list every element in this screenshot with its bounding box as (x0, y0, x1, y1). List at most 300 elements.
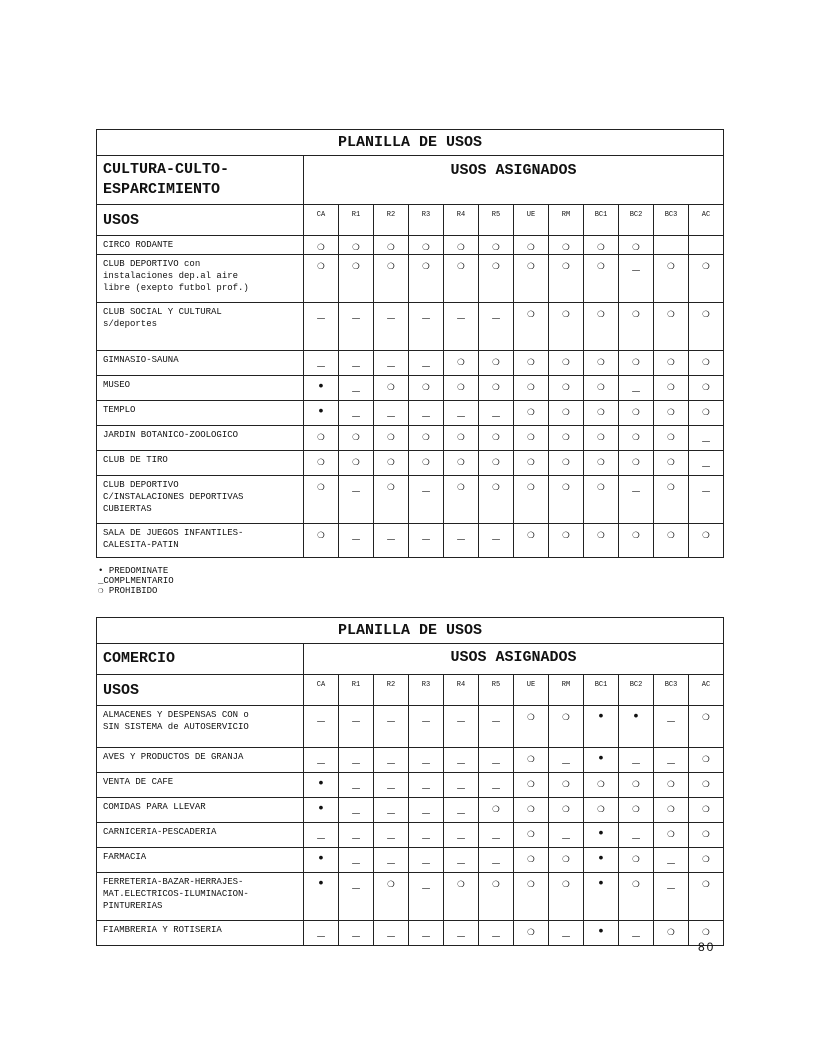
use-status-cell: • (584, 921, 619, 946)
zone-column-header: R4 (444, 675, 479, 706)
zone-column-header: RM (549, 675, 584, 706)
use-status-cell: ❍ (584, 426, 619, 451)
use-status-cell: _ (444, 798, 479, 823)
use-status-cell: • (304, 376, 339, 401)
use-status-cell: ❍ (479, 426, 514, 451)
use-name (97, 426, 304, 451)
table-row (97, 921, 724, 946)
use-status-cell: ❍ (479, 798, 514, 823)
use-name (97, 236, 304, 255)
use-status-cell: _ (409, 823, 444, 848)
use-name (97, 873, 304, 921)
zone-column-header: R1 (339, 205, 374, 236)
legend-item-complementario: _COMPLMENTARIO (98, 576, 174, 586)
zone-column-header: R4 (444, 205, 479, 236)
use-status-cell: ❍ (549, 351, 584, 376)
legend-item-prohibido: ❍ PROHIBIDO (98, 586, 158, 596)
use-status-cell: • (584, 823, 619, 848)
zone-column-header: BC1 (584, 675, 619, 706)
table-row (97, 524, 724, 558)
legend-item-predominante: • PREDOMINATE (98, 566, 169, 576)
use-status-cell: _ (654, 848, 689, 873)
usos-label: USOS (97, 205, 304, 236)
use-status-cell: ❍ (479, 351, 514, 376)
use-status-cell: ❍ (654, 303, 689, 351)
use-status-cell: _ (374, 303, 409, 351)
use-status-cell: _ (444, 524, 479, 558)
table-row (97, 773, 724, 798)
use-status-cell: ❍ (549, 873, 584, 921)
use-status-cell: _ (339, 848, 374, 873)
use-status-cell: _ (409, 748, 444, 773)
use-status-cell: _ (689, 476, 724, 524)
use-status-cell: ❍ (619, 303, 654, 351)
use-status-cell: ❍ (619, 401, 654, 426)
use-status-cell: ❍ (654, 773, 689, 798)
use-status-cell: _ (444, 401, 479, 426)
use-status-cell: _ (549, 748, 584, 773)
use-status-cell: _ (409, 848, 444, 873)
use-status-cell: _ (444, 706, 479, 748)
use-status-cell: _ (409, 524, 444, 558)
table-row (97, 401, 724, 426)
use-status-cell: ❍ (374, 476, 409, 524)
use-name-line: TEMPLO (103, 405, 136, 415)
use-status-cell: ❍ (549, 773, 584, 798)
use-status-cell: ❍ (654, 376, 689, 401)
use-status-cell: ❍ (689, 376, 724, 401)
use-status-cell: ❍ (304, 426, 339, 451)
zone-column-header: AC (689, 205, 724, 236)
use-status-cell: _ (409, 351, 444, 376)
use-status-cell: ❍ (584, 303, 619, 351)
use-name (97, 401, 304, 426)
use-status-cell: ❍ (619, 426, 654, 451)
use-status-cell: _ (479, 303, 514, 351)
section-name (97, 644, 304, 675)
use-status-cell: ❍ (339, 451, 374, 476)
use-status-cell: • (304, 773, 339, 798)
use-status-cell: _ (619, 921, 654, 946)
use-status-cell: _ (549, 921, 584, 946)
use-status-cell: ❍ (689, 798, 724, 823)
table-row (97, 426, 724, 451)
use-name (97, 773, 304, 798)
use-status-cell: ❍ (514, 798, 549, 823)
use-status-cell: ❍ (689, 255, 724, 303)
use-status-cell: _ (444, 748, 479, 773)
use-status-cell: _ (374, 848, 409, 873)
use-status-cell: ❍ (584, 524, 619, 558)
use-status-cell: ❍ (514, 426, 549, 451)
use-name (97, 748, 304, 773)
use-status-cell: ❍ (584, 401, 619, 426)
table-title: PLANILLA DE USOS (97, 130, 724, 156)
use-status-cell: ❍ (514, 706, 549, 748)
use-status-cell: ❍ (304, 236, 339, 255)
use-status-cell: ❍ (514, 236, 549, 255)
use-status-cell: ❍ (304, 255, 339, 303)
use-status-cell: • (304, 848, 339, 873)
use-status-cell: ❍ (409, 376, 444, 401)
use-status-cell: _ (444, 303, 479, 351)
use-status-cell: _ (374, 773, 409, 798)
use-status-cell: ❍ (444, 426, 479, 451)
use-status-cell: ❍ (549, 426, 584, 451)
use-status-cell: ❍ (584, 255, 619, 303)
use-status-cell: ❍ (689, 873, 724, 921)
table-row (97, 873, 724, 921)
use-status-cell: _ (689, 451, 724, 476)
use-status-cell: ❍ (514, 376, 549, 401)
use-name (97, 921, 304, 946)
use-status-cell: ❍ (584, 451, 619, 476)
use-name-line: CUBIERTAS (103, 504, 152, 514)
use-status-cell: _ (339, 748, 374, 773)
use-name-line: JARDIN BOTANICO-ZOOLOGICO (103, 430, 239, 440)
use-status-cell: • (304, 798, 339, 823)
use-status-cell: ❍ (549, 524, 584, 558)
use-name-line: COMIDAS PARA LLEVAR (103, 802, 206, 812)
use-status-cell: ❍ (444, 376, 479, 401)
use-status-cell: _ (339, 476, 374, 524)
use-status-cell: ❍ (689, 773, 724, 798)
use-status-cell: _ (339, 376, 374, 401)
use-status-cell: ❍ (619, 773, 654, 798)
use-status-cell: ❍ (479, 376, 514, 401)
use-status-cell: ❍ (514, 401, 549, 426)
use-status-cell: ❍ (584, 773, 619, 798)
planilla-cultura (96, 129, 724, 558)
use-name-line: CALESITA-PATIN (103, 540, 179, 550)
use-status-cell: _ (374, 351, 409, 376)
use-status-cell: ❍ (654, 426, 689, 451)
zone-column-header: R2 (374, 675, 409, 706)
use-status-cell: ❍ (514, 773, 549, 798)
zone-column-header: R1 (339, 675, 374, 706)
use-status-cell (654, 236, 689, 255)
use-status-cell: _ (374, 524, 409, 558)
use-status-cell: • (304, 401, 339, 426)
use-status-cell: _ (339, 303, 374, 351)
use-status-cell: ❍ (304, 451, 339, 476)
use-name (97, 255, 304, 303)
use-name-line: instalaciones dep.al aire (103, 271, 239, 281)
use-status-cell: _ (479, 524, 514, 558)
use-status-cell: _ (339, 873, 374, 921)
use-status-cell: ❍ (444, 476, 479, 524)
use-status-cell: ❍ (479, 476, 514, 524)
use-status-cell: ❍ (514, 351, 549, 376)
use-status-cell: ❍ (549, 798, 584, 823)
use-status-cell: _ (654, 873, 689, 921)
use-status-cell: ❍ (549, 255, 584, 303)
use-status-cell: ❍ (654, 921, 689, 946)
use-status-cell: _ (444, 823, 479, 848)
use-status-cell: ❍ (339, 426, 374, 451)
use-status-cell: _ (479, 823, 514, 848)
use-name-line: MUSEO (103, 380, 131, 390)
use-name-line: FARMACIA (103, 852, 147, 862)
use-status-cell: _ (409, 706, 444, 748)
use-status-cell: ❍ (549, 476, 584, 524)
use-status-cell: _ (374, 706, 409, 748)
use-name-line: PINTURERIAS (103, 901, 163, 911)
use-status-cell: _ (304, 823, 339, 848)
use-status-cell: ❍ (689, 848, 724, 873)
use-status-cell: ❍ (654, 255, 689, 303)
use-status-cell: ❍ (549, 401, 584, 426)
use-status-cell: ❍ (479, 873, 514, 921)
use-status-cell: _ (409, 476, 444, 524)
use-name (97, 706, 304, 748)
use-status-cell: ❍ (689, 524, 724, 558)
use-status-cell: _ (374, 401, 409, 426)
use-status-cell: • (584, 706, 619, 748)
use-name (97, 524, 304, 558)
use-status-cell: _ (479, 748, 514, 773)
zone-column-header: BC1 (584, 205, 619, 236)
use-name-line: CLUB DEPORTIVO (103, 480, 179, 490)
use-name-line: CARNICERIA-PESCADERIA (103, 827, 217, 837)
table-title: PLANILLA DE USOS (97, 618, 724, 644)
section-name-line: ESPARCIMIENTO (103, 181, 221, 198)
use-name-line: CLUB DE TIRO (103, 455, 168, 465)
use-status-cell (689, 236, 724, 255)
use-status-cell: ❍ (409, 451, 444, 476)
use-status-cell: _ (304, 303, 339, 351)
use-status-cell: ❍ (584, 236, 619, 255)
use-status-cell: ❍ (514, 748, 549, 773)
use-name (97, 303, 304, 351)
use-status-cell: ❍ (374, 426, 409, 451)
use-status-cell: _ (444, 921, 479, 946)
zone-column-header: RM (549, 205, 584, 236)
use-status-cell: _ (339, 823, 374, 848)
zone-column-header: AC (689, 675, 724, 706)
use-name (97, 823, 304, 848)
use-name (97, 451, 304, 476)
use-name-line: ALMACENES Y DESPENSAS CON o (103, 710, 249, 720)
use-name (97, 476, 304, 524)
table-row (97, 706, 724, 748)
use-status-cell: ❍ (619, 351, 654, 376)
use-status-cell: ❍ (549, 303, 584, 351)
use-name (97, 798, 304, 823)
use-status-cell: ❍ (549, 376, 584, 401)
table-row (97, 748, 724, 773)
table-row (97, 798, 724, 823)
use-status-cell: ❍ (654, 451, 689, 476)
use-status-cell: ❍ (444, 451, 479, 476)
use-name-line: C/INSTALACIONES DEPORTIVAS (103, 492, 244, 502)
usos-label: USOS (97, 675, 304, 706)
use-name (97, 848, 304, 873)
table-row (97, 236, 724, 255)
use-name-line: SALA DE JUEGOS INFANTILES- (103, 528, 244, 538)
table-row (97, 848, 724, 873)
use-status-cell: ❍ (549, 236, 584, 255)
use-status-cell: ❍ (409, 255, 444, 303)
use-status-cell: _ (619, 476, 654, 524)
use-status-cell: _ (339, 798, 374, 823)
use-status-cell: ❍ (619, 848, 654, 873)
zone-column-header: R3 (409, 675, 444, 706)
use-status-cell: _ (409, 873, 444, 921)
use-status-cell: ❍ (619, 451, 654, 476)
use-status-cell: ❍ (514, 921, 549, 946)
use-status-cell: _ (304, 921, 339, 946)
use-status-cell: ❍ (689, 303, 724, 351)
use-status-cell: ❍ (444, 255, 479, 303)
use-status-cell: _ (304, 351, 339, 376)
use-name-line: AVES Y PRODUCTOS DE GRANJA (103, 752, 244, 762)
use-status-cell: _ (409, 303, 444, 351)
use-status-cell: _ (479, 773, 514, 798)
section-name (97, 156, 304, 205)
use-status-cell: ❍ (514, 476, 549, 524)
use-status-cell: ❍ (374, 451, 409, 476)
use-status-cell: ❍ (619, 798, 654, 823)
use-status-cell: _ (549, 823, 584, 848)
use-status-cell: ❍ (619, 524, 654, 558)
use-status-cell: • (584, 873, 619, 921)
section-name-line: CULTURA-CULTO- (103, 161, 230, 178)
use-status-cell: ❍ (654, 401, 689, 426)
table-row (97, 823, 724, 848)
use-status-cell: ❍ (549, 706, 584, 748)
use-status-cell: ❍ (514, 303, 549, 351)
use-status-cell: ❍ (304, 476, 339, 524)
use-status-cell: ❍ (619, 236, 654, 255)
zone-column-header: R3 (409, 205, 444, 236)
zone-column-header: BC3 (654, 675, 689, 706)
use-status-cell: _ (444, 848, 479, 873)
table-row (97, 476, 724, 524)
use-status-cell: _ (479, 401, 514, 426)
use-status-cell: _ (374, 921, 409, 946)
use-status-cell: ❍ (514, 255, 549, 303)
use-status-cell: _ (374, 798, 409, 823)
use-status-cell: ❍ (304, 524, 339, 558)
use-status-cell: ❍ (514, 848, 549, 873)
zone-column-header: CA (304, 205, 339, 236)
use-status-cell: ❍ (584, 351, 619, 376)
use-status-cell: ❍ (514, 524, 549, 558)
use-status-cell: ❍ (374, 255, 409, 303)
use-name (97, 351, 304, 376)
use-status-cell: _ (619, 255, 654, 303)
use-status-cell: _ (409, 773, 444, 798)
use-name (97, 376, 304, 401)
use-status-cell: ❍ (689, 748, 724, 773)
use-status-cell: ❍ (514, 873, 549, 921)
legend (98, 566, 174, 596)
zone-column-header: BC3 (654, 205, 689, 236)
use-status-cell: ❍ (479, 236, 514, 255)
usos-asignados-header: USOS ASIGNADOS (304, 156, 724, 205)
use-status-cell: _ (339, 773, 374, 798)
use-status-cell: ❍ (374, 236, 409, 255)
use-status-cell: ❍ (409, 426, 444, 451)
use-status-cell: ❍ (339, 255, 374, 303)
use-status-cell: _ (374, 823, 409, 848)
use-status-cell: _ (444, 773, 479, 798)
table-row (97, 376, 724, 401)
use-status-cell: ❍ (549, 451, 584, 476)
use-name-line: FERRETERIA-BAZAR-HERRAJES- (103, 877, 244, 887)
use-status-cell: ❍ (409, 236, 444, 255)
use-status-cell: ❍ (514, 451, 549, 476)
use-name-line: CLUB SOCIAL Y CULTURAL (103, 307, 222, 317)
use-status-cell: ❍ (549, 848, 584, 873)
use-status-cell: _ (374, 748, 409, 773)
use-name-line: GIMNASIO-SAUNA (103, 355, 179, 365)
zone-column-header: CA (304, 675, 339, 706)
use-status-cell: _ (479, 706, 514, 748)
use-status-cell: • (584, 748, 619, 773)
table-row (97, 351, 724, 376)
use-status-cell: ❍ (444, 873, 479, 921)
use-status-cell: _ (619, 748, 654, 773)
use-name-line: s/deportes (103, 319, 158, 329)
use-status-cell: ❍ (374, 376, 409, 401)
use-status-cell: • (619, 706, 654, 748)
use-status-cell: _ (654, 748, 689, 773)
use-status-cell: _ (409, 921, 444, 946)
use-status-cell: ❍ (479, 451, 514, 476)
use-name-line: FIAMBRERIA Y ROTISERIA (103, 925, 222, 935)
use-status-cell: • (584, 848, 619, 873)
use-status-cell: _ (339, 921, 374, 946)
use-status-cell: ❍ (689, 401, 724, 426)
zone-column-header: UE (514, 675, 549, 706)
use-name-line: CLUB DEPORTIVO con (103, 259, 201, 269)
use-status-cell: _ (479, 848, 514, 873)
use-name-line: libre (exepto futbol prof.) (103, 283, 249, 293)
use-status-cell: _ (304, 706, 339, 748)
section-name-line: COMERCIO (103, 650, 176, 667)
use-status-cell: ❍ (654, 524, 689, 558)
table-row (97, 255, 724, 303)
use-status-cell: _ (339, 524, 374, 558)
use-status-cell: ❍ (689, 706, 724, 748)
use-status-cell: ❍ (689, 921, 724, 946)
use-status-cell: ❍ (444, 236, 479, 255)
use-status-cell: ❍ (444, 351, 479, 376)
use-name-line: CIRCO RODANTE (103, 240, 174, 250)
use-status-cell: _ (304, 748, 339, 773)
use-status-cell: ❍ (654, 798, 689, 823)
use-status-cell: ❍ (479, 255, 514, 303)
use-status-cell: ❍ (374, 873, 409, 921)
table-row (97, 303, 724, 351)
zone-column-header: R5 (479, 675, 514, 706)
use-status-cell: _ (479, 921, 514, 946)
use-status-cell: ❍ (654, 351, 689, 376)
use-status-cell: ❍ (619, 873, 654, 921)
use-status-cell: _ (619, 823, 654, 848)
use-status-cell: _ (689, 426, 724, 451)
use-status-cell: _ (339, 351, 374, 376)
zone-column-header: R5 (479, 205, 514, 236)
use-status-cell: ❍ (654, 476, 689, 524)
use-status-cell: _ (339, 706, 374, 748)
table-row (97, 451, 724, 476)
use-status-cell: _ (409, 401, 444, 426)
use-status-cell: _ (339, 401, 374, 426)
use-status-cell: _ (409, 798, 444, 823)
